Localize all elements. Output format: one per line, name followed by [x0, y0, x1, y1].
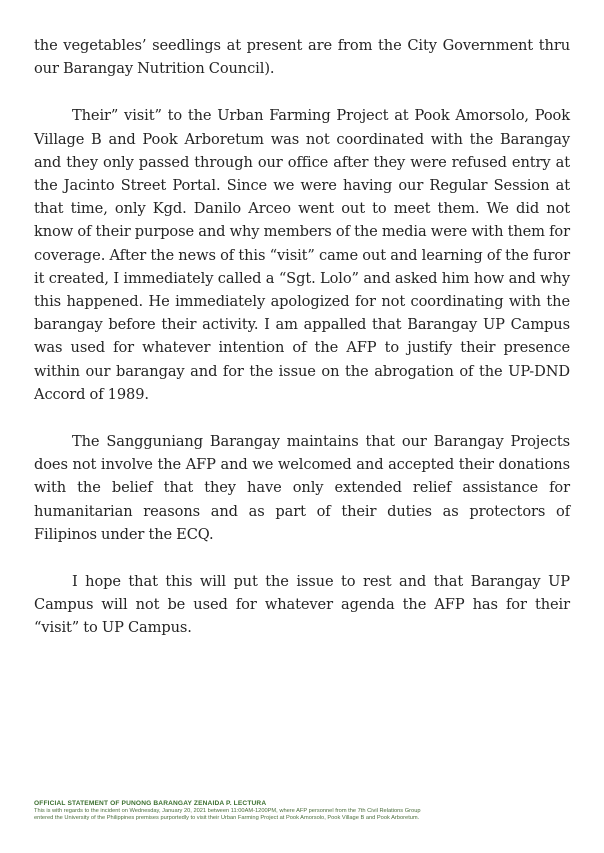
paragraph-closing: I hope that this will put the issue to rest and that Barangay UP Campus will not be used for whatever agenda the AFP has for their “visit” to UP Campus.	[34, 573, 570, 637]
paragraph-sanggunian-position: The Sangguniang Barangay maintains that our Barangay Projects does not involve the AFP and we welcomed and accepted their donations with the belief that they have only extended relief assistance for humanitarian reasons and as part of their duties as protectors of Filipinos under the ECQ.	[34, 433, 570, 543]
footer-title: OFFICIAL STATEMENT OF PUNONG BARANGAY ZENAIDA P. LECTURA	[34, 800, 267, 807]
document-footer	[34, 800, 574, 823]
paragraph-visit-account: Their” visit” to the Urban Farming Project at Pook Amorsolo, Pook Village B and Pook Arboretum was not coordinated with the Barangay and they only passed through our office after they were refused entry at the Jacinto Street Portal. Since we were having our Regular Session at that time, only Kgd. Danilo Arceo went out to meet them. We did not know of their purpose and why members of the media were with them for coverage. After the news of this “visit” came out and learning of the furor it created, I immediately called a “Sgt. Lolo” and asked him how and why this happened. He immediately apologized for not coordinating with the barangay before their activity. I am appalled that Barangay UP Campus was used for whatever intention of the AFP to justify their presence within our barangay and for the issue on the abrogation of the UP-DND Accord of 1989.	[34, 107, 570, 403]
paragraph-continuation: the vegetables’ seedlings at present are from the City Government thru our Barangay Nutrition Council).	[34, 37, 570, 78]
footer-note-line-2: entered the University of the Philippines premises purportedly to visit their Urban Farming Project at Pook Amorsolo, Pook Village B and Pook Arboretum.	[34, 815, 420, 822]
footer-note-line-1: This is with regards to the incident on Wednesday, January 20, 2021 between 11:00AM-1200PM, where AFP personnel from the 7th Civil Relations Group	[34, 808, 421, 814]
statement-body	[34, 34, 570, 664]
